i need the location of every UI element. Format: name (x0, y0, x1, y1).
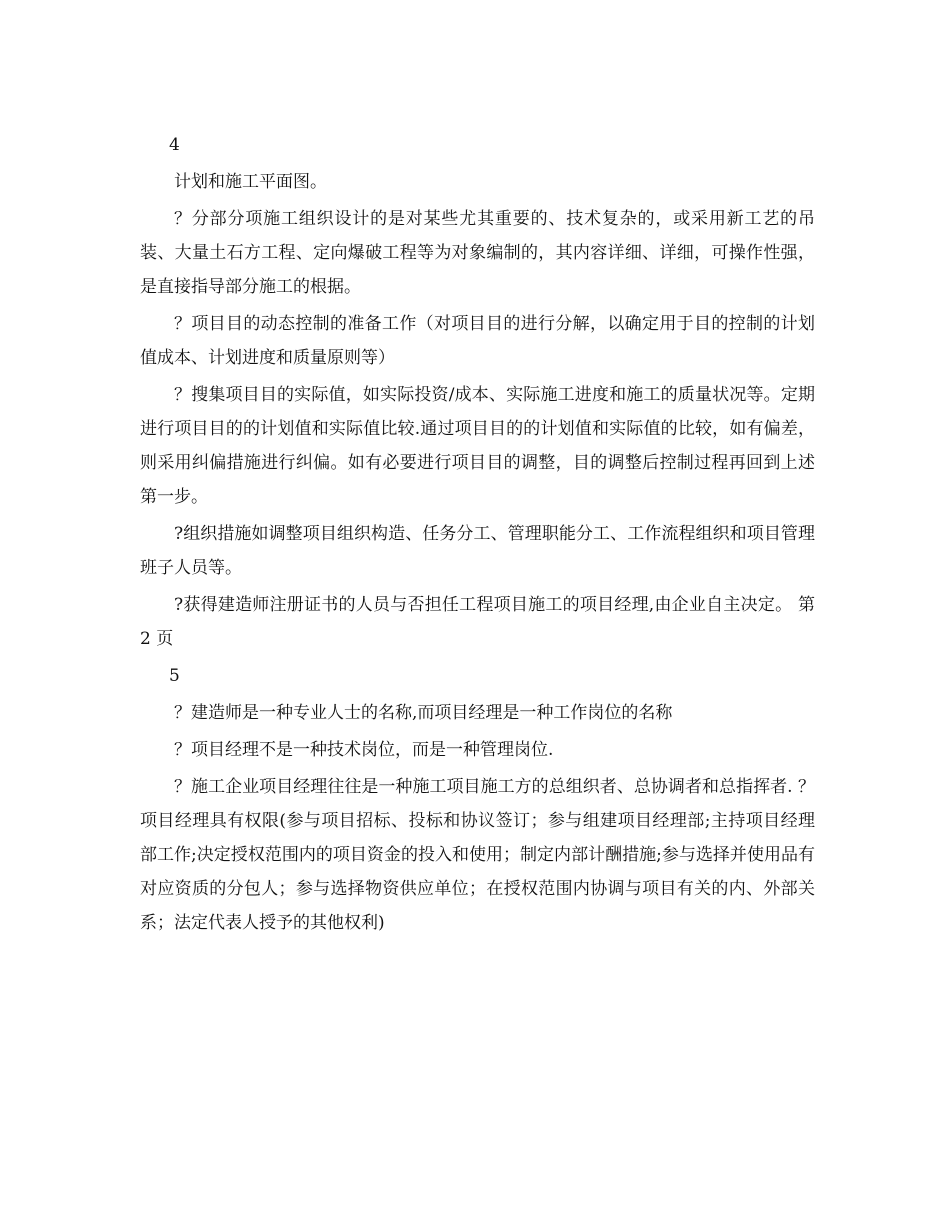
paragraph-actual-values: ？搜集项目目的实际值，如实际投资/成本、实际施工进度和施工的质量状况等。定期进行项目目的的计划值和实际值比较.通过项目目的的计划值和实际值的比较，如有偏差，则采用纠偏措施进行纠偏。如有必要进行项目目的调整，目的调整后控制过程再回到上述第一步。 (140, 385, 815, 507)
document-body (140, 128, 815, 943)
page-number: 5 (169, 666, 180, 686)
paragraph-manager-authority: ？施工企业项目经理往往是一种施工项目施工方的总组织者、总协调者和总指挥者. ？项目经理具有权限(参与项目招标、投标和协议签订；参与组建项目经理部;主持项目经理部工作;决定授权范围内的项目资金的投入和使用；制定内部计酬措施;参与选择并使用品有对应资质的分包人；参与选择物资供应单位；在授权范围内协调与项目有关的内、外部关系；法定代表人授予的其他权利) (140, 777, 815, 933)
paragraph-manager-role: ？项目经理不是一种技术岗位，而是一种管理岗位. (174, 740, 554, 760)
paragraph-constructor-vs-manager: ？建造师是一种专业人士的名称,而项目经理是一种工作岗位的名称 (174, 703, 673, 723)
paragraph-constructor-certificate: ?获得建造师注册证书的人员与否担任工程项目施工的项目经理,由企业自主决定。 第 2 页 (140, 595, 815, 649)
paragraph-dynamic-control-prep: ？项目目的动态控制的准备工作（对项目目的进行分解，以确定用于目的控制的计划值成本、计划进度和质量原则等） (140, 314, 815, 368)
paragraph-organizational-measures: ?组织措施如调整项目组织构造、任务分工、管理职能分工、工作流程组织和项目管理班子人员等。 (140, 524, 815, 578)
paragraph-subdivision-design: ？分部分项施工组织设计的是对某些尤其重要的、技术复杂的，或采用新工艺的吊装、大量土石方工程、定向爆破工程等为对象编制的，其内容详细、详细，可操作性强，是直接指导部分施工的根据。 (140, 209, 815, 297)
page-number: 4 (169, 135, 180, 155)
paragraph-plan-layout: 计划和施工平面图。 (174, 172, 327, 192)
